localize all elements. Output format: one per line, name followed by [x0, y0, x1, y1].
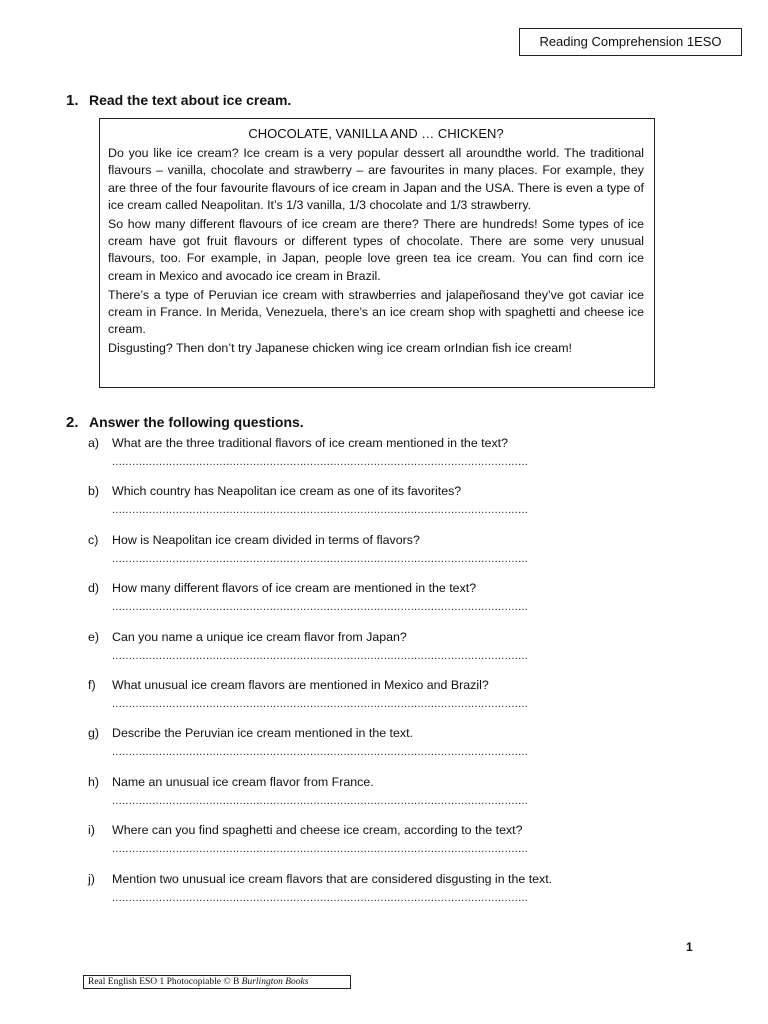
question-letter: d) — [88, 581, 100, 596]
question-letter: i) — [88, 823, 95, 838]
question-letter: g) — [88, 726, 100, 741]
answer-line[interactable]: ............................................................................................................................ — [112, 891, 529, 904]
question-item — [88, 484, 608, 532]
reading-paragraph: Do you like ice cream? Ice cream is a very popular dessert all aroundthe world. The traditional flavours – vanilla, chocolate and strawberry – are favourites in many places. For example, they are three of the four favourite flavours of ice cream in Japan and the USA. There is even a type of ice cream called Neapolitan. It’s 1/3 vanilla, 1/3 chocolate and 1/3 strawberry. — [108, 146, 644, 212]
reading-text-box — [99, 118, 655, 388]
reading-title: CHOCOLATE, VANILLA AND … CHICKEN? — [248, 126, 504, 141]
question-text: Name an unusual ice cream flavor from France. — [112, 774, 374, 789]
answer-line[interactable]: ............................................................................................................................ — [112, 697, 529, 710]
question-item — [88, 581, 608, 629]
question-item — [88, 823, 608, 871]
question-text: What are the three traditional flavors of ice cream mentioned in the text? — [112, 436, 509, 450]
section-1-number: 1. — [66, 92, 79, 109]
question-item — [88, 533, 608, 581]
answer-line[interactable]: ............................................................................................................................ — [112, 746, 529, 759]
question-text: Which country has Neapolitan ice cream as one of its favorites? — [112, 484, 462, 499]
copyright-text: Real English ESO 1 Photocopiable © B — [88, 977, 240, 987]
answer-line[interactable]: ............................................................................................................................ — [112, 794, 529, 807]
section-2-number: 2. — [66, 414, 79, 431]
answer-line[interactable]: ............................................................................................................................ — [112, 843, 529, 856]
question-text: Can you name a unique ice cream flavor from Japan? — [112, 629, 407, 644]
answer-line[interactable]: ............................................................................................................................ — [112, 456, 529, 468]
answer-line[interactable]: ............................................................................................................................ — [112, 504, 529, 517]
page-number: 1 — [686, 940, 693, 954]
question-letter: e) — [88, 629, 100, 644]
question-text: Mention two unusual ice cream flavors that are considered disgusting in the text. — [112, 871, 553, 886]
question-item — [88, 630, 608, 678]
question-letter: h) — [88, 774, 100, 789]
section-2-heading — [66, 414, 304, 431]
question-item — [88, 726, 608, 774]
question-text: What unusual ice cream flavors are mentioned in Mexico and Brazil? — [112, 677, 489, 692]
publisher-name: Burlington Books — [241, 977, 309, 987]
question-item — [88, 436, 608, 484]
question-letter: a) — [88, 436, 100, 450]
answer-line[interactable]: ............................................................................................................................ — [112, 552, 529, 565]
question-text: How is Neapolitan ice cream divided in terms of flavors? — [112, 532, 420, 547]
reading-paragraph: So how many different flavours of ice cream are there? There are hundreds! Some types of ice cream have got fruit flavours or different types of chocolate. There are some very unusual flavours, too. For example, in Japan, people love green tea ice cream. You can find corn ice cream in Mexico and avocado ice cream in Brazil. — [108, 217, 644, 283]
section-1-heading — [66, 92, 291, 109]
question-text: Describe the Peruvian ice cream mentioned in the text. — [112, 726, 413, 741]
question-item — [88, 775, 608, 823]
question-item — [88, 678, 608, 726]
question-list — [88, 436, 608, 920]
question-text: Where can you find spaghetti and cheese ice cream, according to the text? — [112, 823, 523, 838]
reading-paragraph: There’s a type of Peruvian ice cream with strawberries and jalapeñosand they’ve got caviar ice cream in France. In Merida, Venezuela, there’s an ice cream shop with spaghetti and cheese ice cream. — [108, 287, 644, 337]
question-letter: f) — [88, 677, 96, 692]
question-item — [88, 872, 608, 920]
answer-line[interactable]: ............................................................................................................................ — [112, 649, 529, 662]
question-letter: c) — [88, 532, 99, 547]
section-1-title: Read the text about ice cream. — [89, 92, 292, 108]
reading-paragraph: Disgusting? Then don’t try Japanese chicken wing ice cream orIndian fish ice cream! — [108, 341, 572, 356]
copyright-footer — [83, 975, 351, 989]
question-letter: j) — [88, 871, 95, 886]
answer-line[interactable]: ............................................................................................................................ — [112, 601, 529, 614]
question-text: How many different flavors of ice cream are mentioned in the text? — [112, 581, 477, 596]
question-letter: b) — [88, 484, 100, 499]
section-2-title: Answer the following questions. — [89, 414, 304, 430]
worksheet-header-label: Reading Comprehension 1ESO — [519, 28, 742, 56]
